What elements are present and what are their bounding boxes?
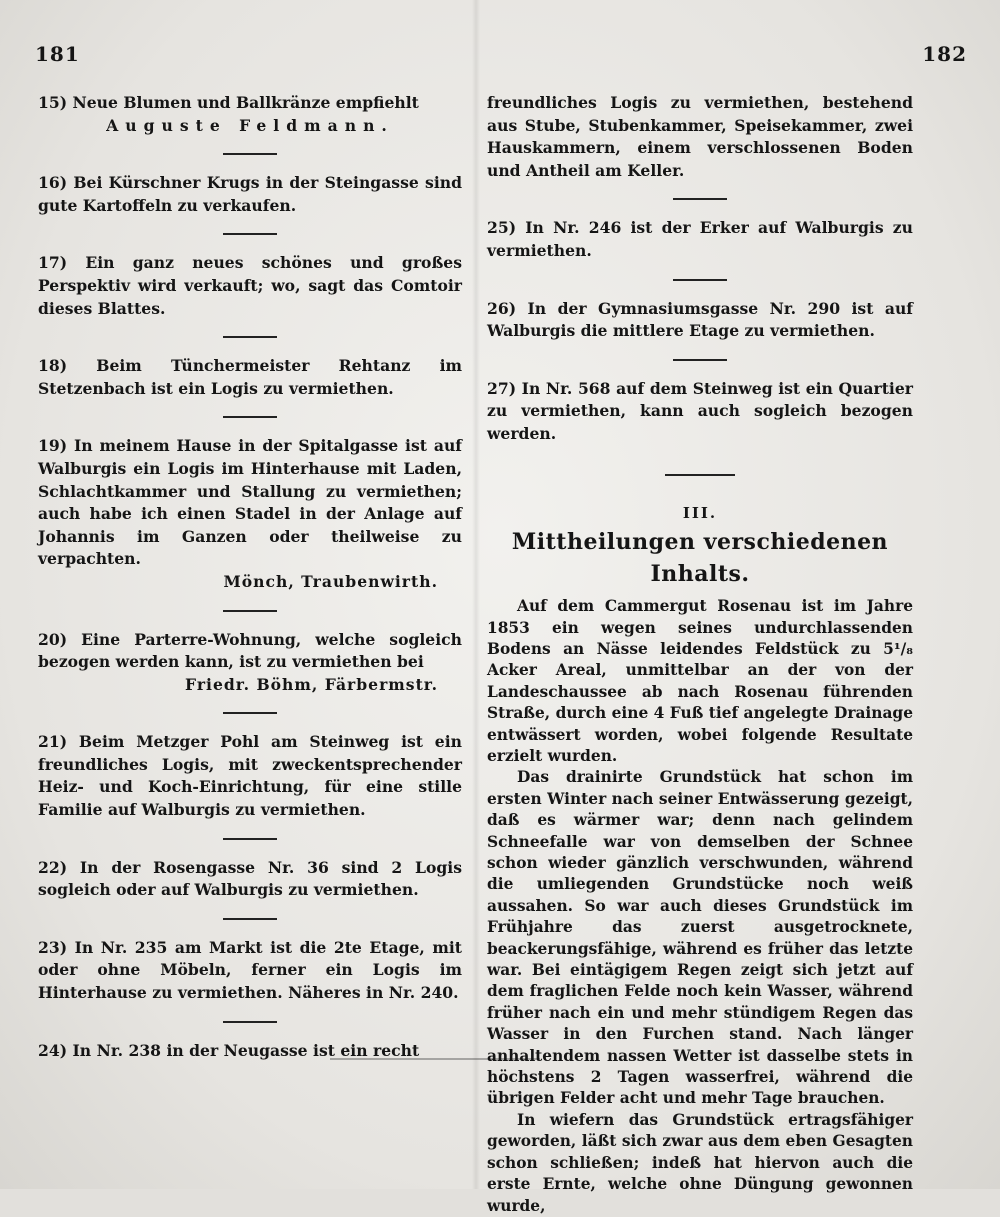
divider — [223, 838, 277, 840]
notice-23 — [38, 937, 462, 1005]
notice-20-signature: Friedr. Böhm, Färbermstr. — [185, 674, 438, 694]
notice-20-text: 20) Eine Parterre-Wohnung, welche sogleich bezogen werden kann, ist zu vermiethen bei — [38, 629, 462, 672]
notice-19-text: 19) In meinem Hause in der Spitalgasse ist auf Walburgis ein Logis im Hinterhause mit Laden, Schlachtkammer und Stallung zu vermiethen; auch habe ich einen Stadel in der Anlage auf Johannis im Ganzen oder theilweise zu verpachten. — [38, 436, 462, 569]
notice-23-text: 23) In Nr. 235 am Markt ist die 2te Etage, mit oder ohne Möbeln, ferner ein Logis im Hinterhause zu vermiethen. Näheres in Nr. 240. — [38, 937, 462, 1003]
notice-16 — [38, 172, 462, 217]
notice-26-text: 26) In der Gymnasiumsgasse Nr. 290 ist auf Walburgis die mittlere Etage zu vermiethen. — [487, 298, 913, 341]
divider — [223, 1021, 277, 1023]
notice-27 — [487, 378, 913, 446]
notice-20 — [38, 629, 462, 697]
divider — [223, 610, 277, 612]
page-number-right: 182 — [922, 42, 967, 66]
divider — [223, 416, 277, 418]
notice-19 — [38, 435, 462, 593]
notice-16-text: 16) Bei Kürschner Krugs in der Steingasse sind gute Kartoffeln zu verkaufen. — [38, 173, 462, 215]
divider — [223, 336, 277, 338]
divider — [223, 153, 277, 155]
notice-27-text: 27) In Nr. 568 auf dem Steinweg ist ein Quartier zu vermiethen, kann auch sogleich bezogen werden. — [487, 378, 913, 443]
article-paragraph-1: Auf dem Cammergut Rosenau ist im Jahre 1853 ein wegen seines undurchlassenden Bodens an Nässe leidendes Feldstück zu 5¹/₈ Acker Areal, unmittelbar an der von der Landeschaussee ab nach Rosenau führenden Straße, durch eine 4 Fuß tief angelegte Drainage entwässert worden, wobei folgende Resultate erzielt wurden. — [487, 597, 913, 765]
notice-18-text: 18) Beim Tünchermeister Rehtanz im Stetzenbach ist ein Logis zu vermiethen. — [38, 356, 462, 398]
divider — [223, 233, 277, 235]
notice-22-text: 22) In der Rosengasse Nr. 36 sind 2 Logis sogleich oder auf Walburgis zu vermiethen. — [38, 857, 462, 900]
notice-24-continued-text: freundliches Logis zu vermiethen, bestehend aus Stube, Stubenkammer, Speisekammer, zwei Hauskammern, einem verschlossenen Boden und Antheil am Keller. — [487, 93, 913, 180]
notice-19-signature: Mönch, Traubenwirth. — [223, 571, 438, 591]
notice-22 — [38, 857, 462, 902]
divider — [223, 918, 277, 920]
article-paragraph-2: Das drainirte Grundstück hat schon im ersten Winter nach seiner Entwässerung gezeigt, daß es wärmer war; denn nach gelindem Schneefalle war von demselben der Schnee schon wieder gänzlich verschwunden, während die umliegenden Grundstücke noch weiß aussahen. So war auch dieses Grundstück im Frühjahre das zuerst ausgetrocknete, beackerungsfähige, während es früher das letzte war. Bei eintägigem Regen zeigt sich jetzt auf dem fraglichen Felde noch kein Wasser, während früher nach ein und mehr stündigem Regen das Wasser in den Furchen stand. Nach länger anhaltendem nassen Wetter ist dasselbe stets in höchstens 2 Tagen wasserfrei, während die übrigen Felder acht und mehr Tage brauchen. — [487, 768, 913, 1108]
notice-17-text: 17) Ein ganz neues schönes und großes Perspektiv wird verkauft; wo, sagt das Comtoir dieses Blattes. — [38, 253, 462, 318]
divider — [223, 712, 277, 714]
page-number-left: 181 — [35, 42, 80, 66]
section-title: Mittheilungen verschiedenen Inhalts. — [511, 529, 889, 588]
divider — [673, 279, 727, 281]
notice-25-text: 25) In Nr. 246 ist der Erker auf Walburgis zu vermiethen. — [487, 218, 913, 260]
notice-15-text: 15) Neue Blumen und Ballkränze empfiehlt — [38, 93, 419, 112]
notice-24-continued — [487, 92, 913, 182]
divider — [673, 359, 727, 361]
section-number: III. — [682, 503, 718, 522]
notice-21 — [38, 731, 462, 821]
notice-18 — [38, 355, 462, 400]
notice-15-signature: Auguste Feldmann. — [106, 115, 394, 135]
divider — [673, 198, 727, 200]
notice-17 — [38, 252, 462, 320]
notice-25 — [487, 217, 913, 262]
right-column — [487, 92, 913, 1217]
section-divider — [665, 474, 735, 476]
left-column — [38, 92, 462, 1062]
notice-21-text: 21) Beim Metzger Pohl am Steinweg ist ein freundliches Logis, mit zweckentsprechender Heiz- und Koch-Einrichtung, für eine stille Familie auf Walburgis zu vermiethen. — [38, 732, 462, 820]
page-crease — [472, 0, 480, 1189]
article-paragraph-3: In wiefern das Grundstück ertragsfähiger geworden, läßt sich zwar aus dem eben Gesagten schon schließen; indeß hat hiervon auch die erste Ernte, welche ohne Düngung gewonnen wurde, — [487, 1110, 913, 1215]
notice-15 — [38, 92, 462, 137]
notice-24-text: 24) In Nr. 238 in der Neugasse ist ein recht — [38, 1040, 420, 1060]
notice-24 — [38, 1040, 462, 1063]
notice-26 — [487, 298, 913, 343]
